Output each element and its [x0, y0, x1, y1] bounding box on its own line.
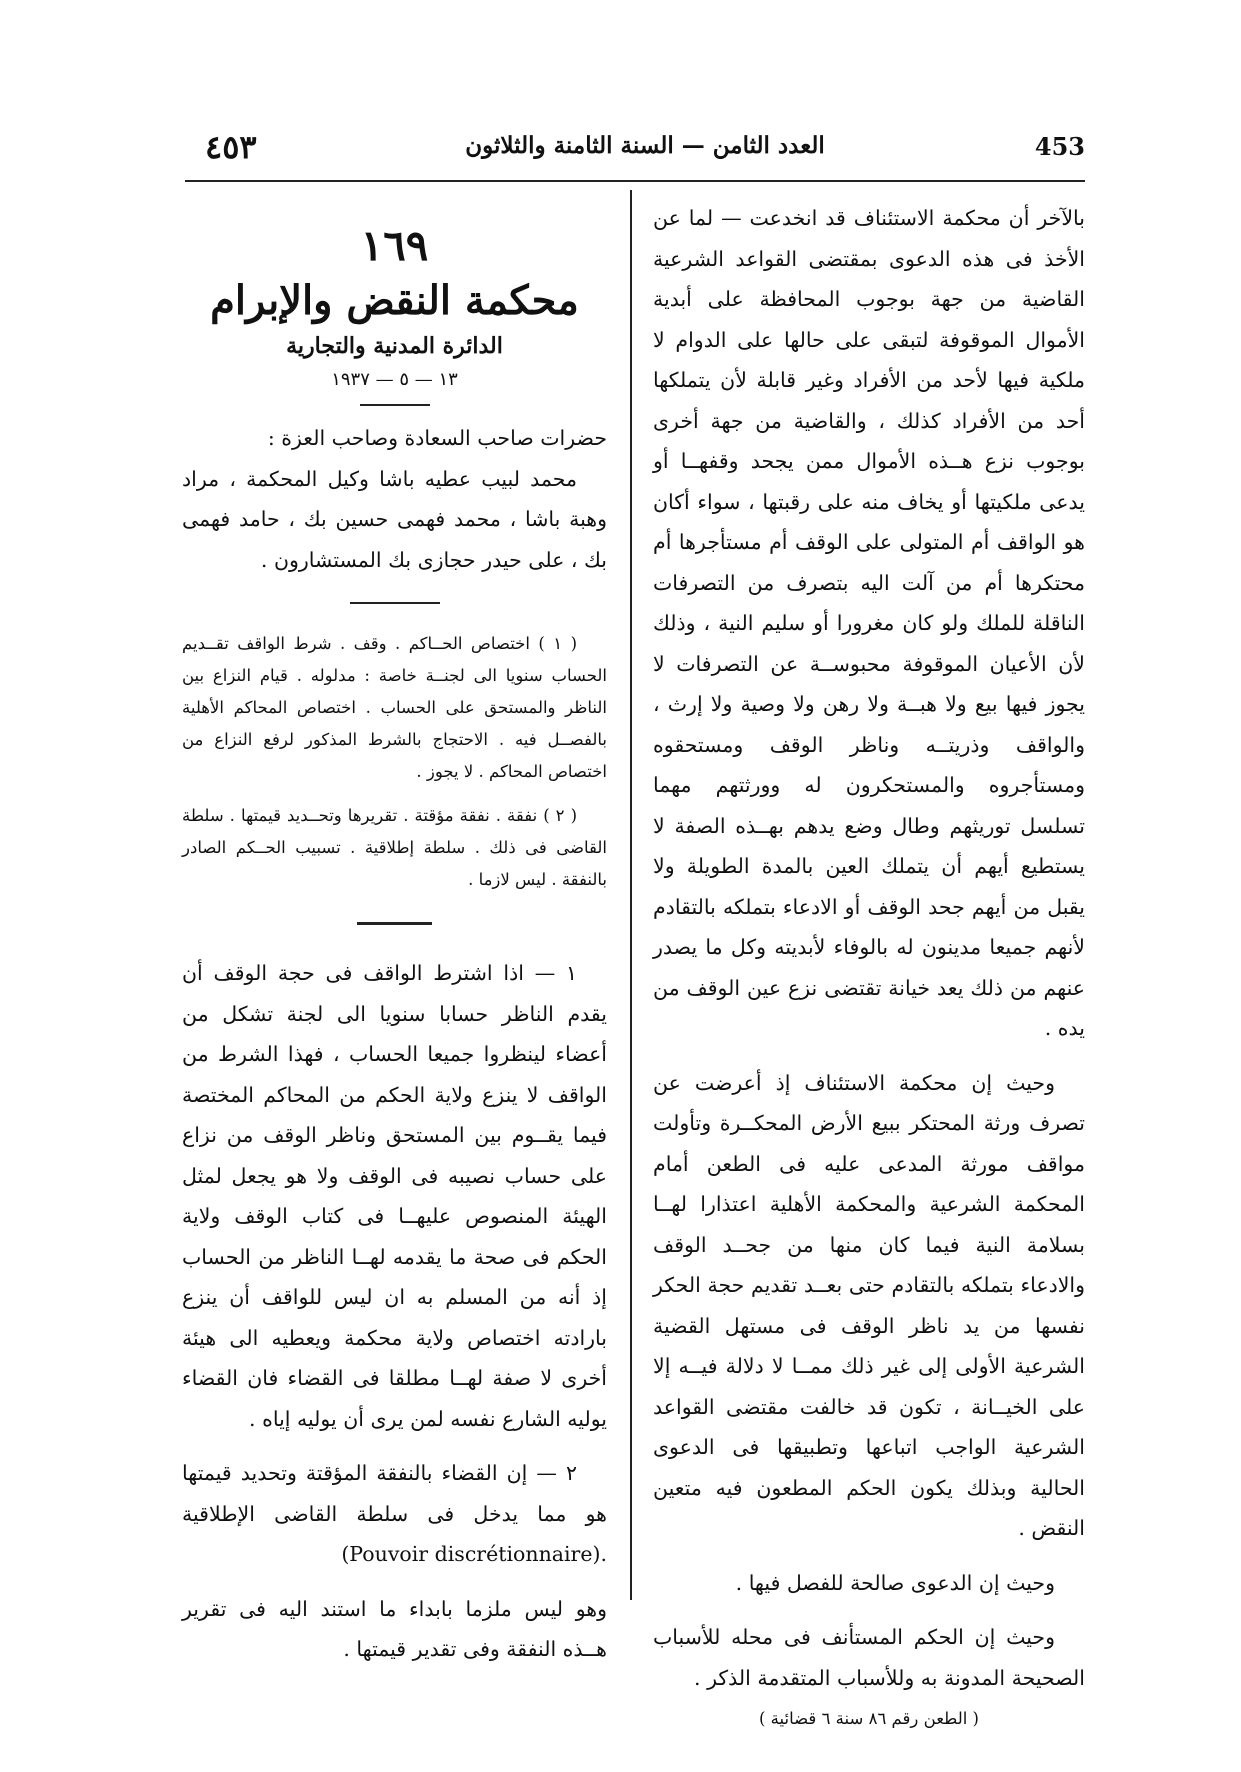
- section-rule: [350, 602, 440, 604]
- column-divider: [630, 190, 632, 1600]
- panel-intro: حضرات صاحب السعادة وصاحب العزة :: [267, 426, 607, 450]
- principle-continuation: وهو ليس ملزما بابداء ما استند اليه فى تقرير هــذه النفقة وفى تقدير قيمتها .: [182, 1596, 607, 1661]
- headnote: ( ٢ ) نفقة . نفقة مؤقتة . تقريرها وتحــديد قيمتها . سلطة القاضى فى ذلك . سلطة إطلاقية . تسبيب الحــكم الصادر بالنفقة . ليس لازما .: [182, 806, 607, 889]
- paragraph: وحيث إن الحكم المستأنف فى محله للأسباب الصحيحة المدونة به وللأسباب المتقدمة الذكر .: [653, 1625, 1085, 1690]
- page-number-arabic: ٤٥٣: [205, 128, 257, 166]
- judgment-date: ١٣ — ٥ — ١٩٣٧: [331, 369, 458, 390]
- page-number-latin: 453: [1034, 132, 1085, 161]
- court-name: محكمة النقض والإبرام: [210, 277, 579, 324]
- paragraph: وحيث إن محكمة الاستئناف إذ أعرضت عن تصرف ورثة المحتكر ببيع الأرض المحكــرة وتأولت مواقف مورثة المدعى عليه فى الطعن أمام المحكمة الشرعية والمحكمة الأهلية اعتذارا لهــا بسلامة النية فيما كان منها من جحــد الوقف والادعاء بتملكه بالتقادم حتى بعــد تقديم حجة الحكر نفسها من يد ناظر الوقف فى مستهل القضية الشرعية الأولى إلى غير ذلك ممــا لا دلالة فيــه إلا على الخيــانة ، تكون قد خالفت مقتضى القواعد الشرعية الواجب اتباعها وتطبيقها فى الدعوى الحالية وبذلك يكون الحكم المطعون فيه متعين النقض .: [653, 1070, 1085, 1540]
- left-column: [182, 198, 607, 1670]
- principle: ١ — اذا اشترط الواقف فى حجة الوقف أن يقدم الناظر حسابا سنويا الى لجنة تشكل من أعضاء لينظروا جميعا الحساب ، فهذا الشرط من الواقف لا ينزع ولاية الحكم من المحاكم المختصة فيما يقــوم بين المستحق وناظر الوقف من نزاع على حساب نصيبه فى الوقف ولا هو يجعل لمثل الهيئة المنصوص عليهــا فى كتاب الوقف ولاية الحكم فى صحة ما يقدمه لهــا الناظر من الحساب إذ أنه من المسلم به ان ليس للواقف أن ينزع بارادته اختصاص ولاية محكمة ويعطيه الى هيئة أخرى لا صفة لهــا مطلقا فى القضاء فان القضاء يوليه الشارع نفسه لمن يرى أن يوليه إياه .: [182, 961, 607, 1431]
- principle-text: ٢ — إن القضاء بالنفقة المؤقتة وتحديد قيمتها هو مما يدخل فى سلطة القاضى الإطلاقية: [182, 1461, 607, 1526]
- page-header: [205, 128, 1085, 172]
- paragraph: وحيث إن الدعوى صالحة للفصل فيها .: [735, 1570, 1055, 1595]
- headnote: ( ١ ) اختصاص الحــاكم . وقف . شرط الواقف تقــديم الحساب سنويا الى لجنــة خاصة : مدلوله . قيام النزاع بين الناظر والمستحق على الحساب . اختصاص المحاكم الأهلية بالفصــل فيه . الاحتجاج بالشرط المذكور لرفع النزاع من اختصاص المحاكم . لا يجوز .: [182, 634, 607, 781]
- section-rule: [357, 922, 432, 925]
- latin-term: (Pouvoir discrétionnaire).: [341, 1542, 607, 1566]
- panel-members: محمد لبيب عطيه باشا وكيل المحكمة ، مراد وهبة باشا ، محمد فهمى حسين بك ، حامد فهمى بك ، على حيدر حجازى بك المستشارون .: [182, 466, 607, 572]
- title-rule: [360, 404, 430, 406]
- case-citation: ( الطعن رقم ٨٦ سنة ٦ قضائية ): [758, 1709, 979, 1728]
- case-number: ١٦٩: [360, 221, 429, 270]
- header-rule: [185, 180, 1085, 182]
- right-column: [653, 198, 1085, 1734]
- running-title: العدد الثامن — السنة الثامنة والثلاثون: [465, 132, 825, 159]
- circuit-name: الدائرة المدنية والتجارية: [286, 333, 503, 359]
- paragraph: بالآخر أن محكمة الاستئناف قد انخدعت — لما عن الأخذ فى هذه الدعوى بمقتضى القواعد الشرعية القاضية من جهة بوجوب المحافظة على أبدية الأموال الموقوفة لتبقى على حالها على الدوام لا ملكية فيها لأحد من الأفراد وغير قابلة لأن يتملكها أحد من الأفراد كذلك ، والقاضية من جهة أخرى بوجوب نزع هــذه الأموال ممن يجحد وقفهــا أو يدعى ملكيتها أو يخاف منه على رقبتها ، سواء أكان هو الواقف أم المتولى على الوقف أم مستأجرها أم محتكرها أم من آلت اليه بتصرف من التصرفات الناقلة للملك ولو كان مغرورا أو سليم النية ، وذلك لأن الأعيان الموقوفة محبوســة عن التصرفات لا يجوز فيها بيع ولا هبــة ولا رهن ولا وصية ولا إرث ، والواقف وذريتــه وناظر الوقف ومستحقوه ومستأجروه والمستحكرون له وورثتهم مهما تسلسل توريثهم وطال وضع يدهم بهــذه الصفة لا يستطيع أيهم أن يتملك العين بالمدة الطويلة ولا يقبل من أيهم جحد الوقف أو الادعاء بتملكه بالتقادم لأنهم جميعا مدينون له بالوفاء لأبديته وكل ما يصدر عنهم من ذلك يعد خيانة تقتضى نزع عين الوقف من يده .: [653, 206, 1085, 1040]
- principle: [182, 1453, 607, 1575]
